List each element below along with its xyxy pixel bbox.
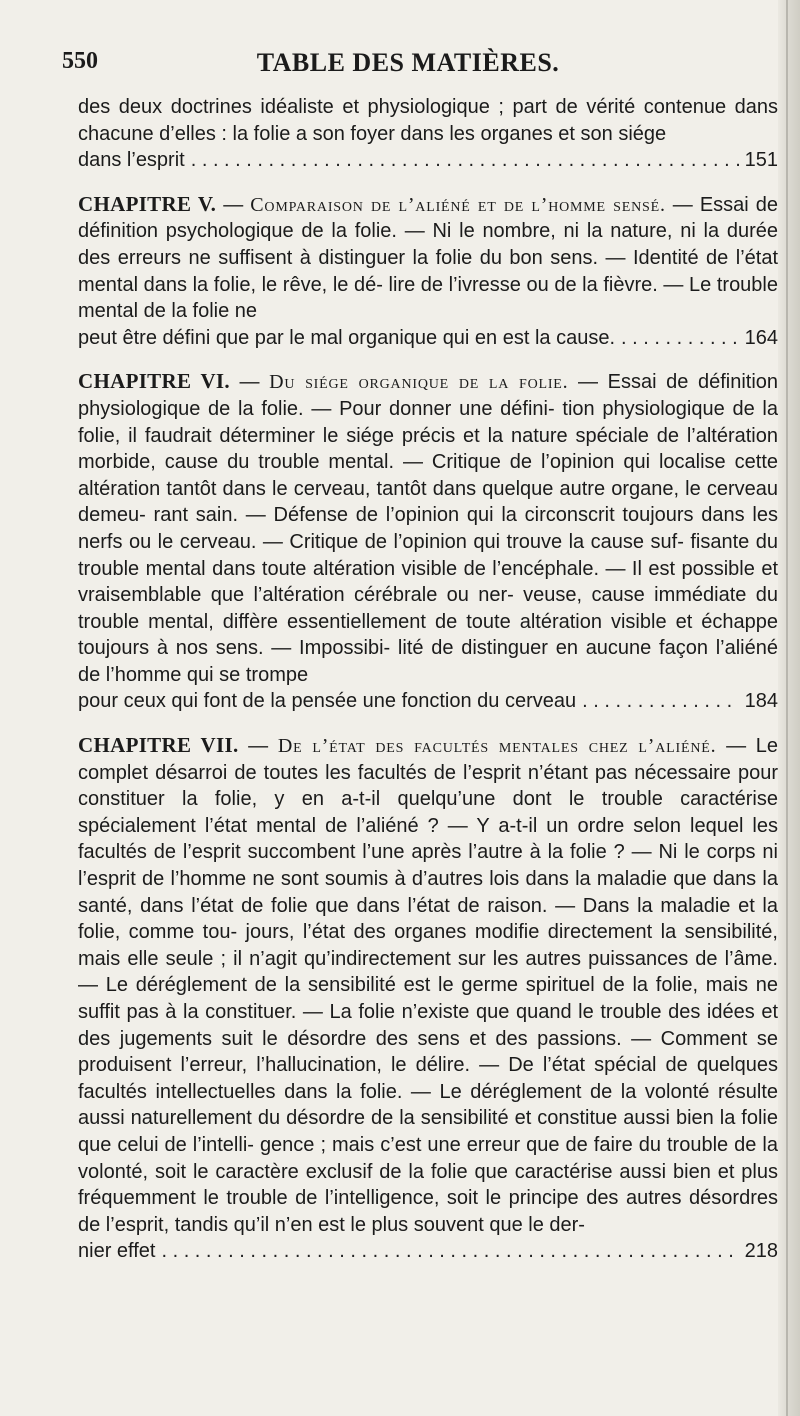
running-title: TABLE DES MATIÈRES. — [256, 48, 560, 77]
toc-entry-last-line — [78, 688, 778, 715]
page-number: 550 — [62, 48, 98, 74]
toc-entry-last-line — [78, 325, 778, 352]
toc-entry-text: CHAPITRE VII. — De l’état des facultés mentales chez l’aliéné. — Le complet désarroi de toutes les facultés de l’esprit n’étant pas nécessaire pour constituer la folie, y en a-t-il quelqu’une dont le trouble caractérise spécialement l’état mental de l’aliéné ? — Y a-t-il un ordre selon lequel les facultés de l’esprit succombent l’une après l’autre à la folie ? — Ni le corps ni l’esprit de l’homme ne sont soumis à d’autres lois dans la maladie que dans la santé, dans l’état de folie que dans l’état de raison. — Dans la maladie et la folie, comme tou- jours, l’état des organes modifie directement la sensibilité, mais elle seule ; il n’agit qu’indirectement sur les autres puissances de l’âme. — Le déréglement de la sensibilité est le germe spirituel de la folie, mais ne suffit pas à la constituer. — La folie n’existe que quand le trouble des idées et des jugements suit le désordre des sens et des passions. — Comment se produisent l’erreur, l’hallucination, le délire. — De l’état spécial de quelques facultés intellectuelles dans la folie. — Le déréglement de la volonté résulte aussi naturellement du désordre de la sensibilité et constitue aussi bien la folie que celui de l’intelli- gence ; mais c’est une erreur que de faire du trouble de la volonté, soit le caractère exclusif de la folie que caractérise aussi bien et plus fréquemment le trouble de l’intelligence, soit le principe des autres désordres de l’esprit, tandis qu’il n’en est le plus souvent que le der- — [78, 733, 778, 1236]
toc-entry-text: CHAPITRE V. — Comparaison de l’aliéné et de l’homme sensé. — Essai de définition psychologique de la folie. — Ni le nombre, ni la nature, ni la durée des erreurs ne suffisent à distinguer la folie du bon sens. — Identité de l’état mental dans la folie, le rêve, le dé- lire de l’ivresse ou de la fièvre. — Le trouble mental de la folie ne — [78, 191, 779, 323]
toc-entry-chapter-7 — [78, 732, 778, 1265]
toc-entry-last-text: dans l’esprit — [78, 149, 185, 172]
book-edge — [778, 0, 800, 1416]
chapter-label: CHAPITRE VII. — [78, 733, 239, 758]
toc-page-number: 164 — [744, 326, 778, 349]
toc-page-number: 184 — [744, 690, 778, 713]
dot-leader — [621, 325, 739, 352]
chapter-label: CHAPITRE V. — [78, 191, 217, 216]
dot-leader — [161, 1238, 738, 1265]
toc-entry-chapter-5 — [78, 191, 778, 352]
chapter-label: CHAPITRE VI. — [78, 369, 230, 394]
chapter-title: Du siége organique de la folie. — [269, 371, 569, 394]
toc-entry-last-text: pour ceux qui font de la pensée une fonction du cerveau — [78, 690, 577, 713]
chapter-title: Comparaison de l’aliéné et de l’homme sensé. — [250, 193, 666, 216]
toc-entry-text: CHAPITRE VI. — Du siége organique de la folie. — Essai de définition physiologique de la folie. — Pour donner une défini- tion physiologique de la folie, il faudrait déterminer le siége précis et la nature spéciale de l’altération morbide, cause du trouble mental. — Critique de l’opinion qui localise cette altération tantôt dans le cerveau, tantôt dans quelque autre organe, le cerveau demeu- rant sain. — Défense de l’opinion qui la circonscrit toujours dans les nerfs ou le cerveau. — Critique de l’opinion qui trouve la cause suf- fisante du trouble mental dans toute altération visible de l’encéphale. — Il est possible et vraisemblable que l’altération cérébrale ou ner- veuse, cause immédiate du trouble mental, diffère essentiellement de toute altération visible et échappe toujours à nos sens. — Impossibi- lité de distinguer en aucune façon l’aliéné de l’homme qui se trompe — [78, 369, 779, 686]
page-header — [62, 44, 778, 80]
toc-entry-last-line — [78, 147, 778, 174]
book-page — [62, 44, 779, 1282]
toc-entry-chapter-6 — [78, 368, 778, 715]
toc-page-number: 151 — [744, 149, 778, 172]
toc-entry-last-text: peut être défini que par le mal organique qui en est la cause. — [78, 326, 616, 349]
toc-page-number: 218 — [744, 1240, 778, 1263]
dot-leader — [191, 147, 739, 174]
toc-entry-continued — [78, 94, 778, 174]
chapter-title: De l’état des facultés mentales chez l’aliéné. — [277, 735, 717, 758]
dot-leader — [582, 688, 738, 715]
toc-entry-last-line — [78, 1238, 778, 1265]
toc-entry-last-text: nier effet — [78, 1240, 156, 1263]
toc-entry-text: des deux doctrines idéaliste et physiologique ; part de vérité contenue dans chacune d’elles : la folie a son foyer dans les organes et son siége — [78, 96, 778, 145]
